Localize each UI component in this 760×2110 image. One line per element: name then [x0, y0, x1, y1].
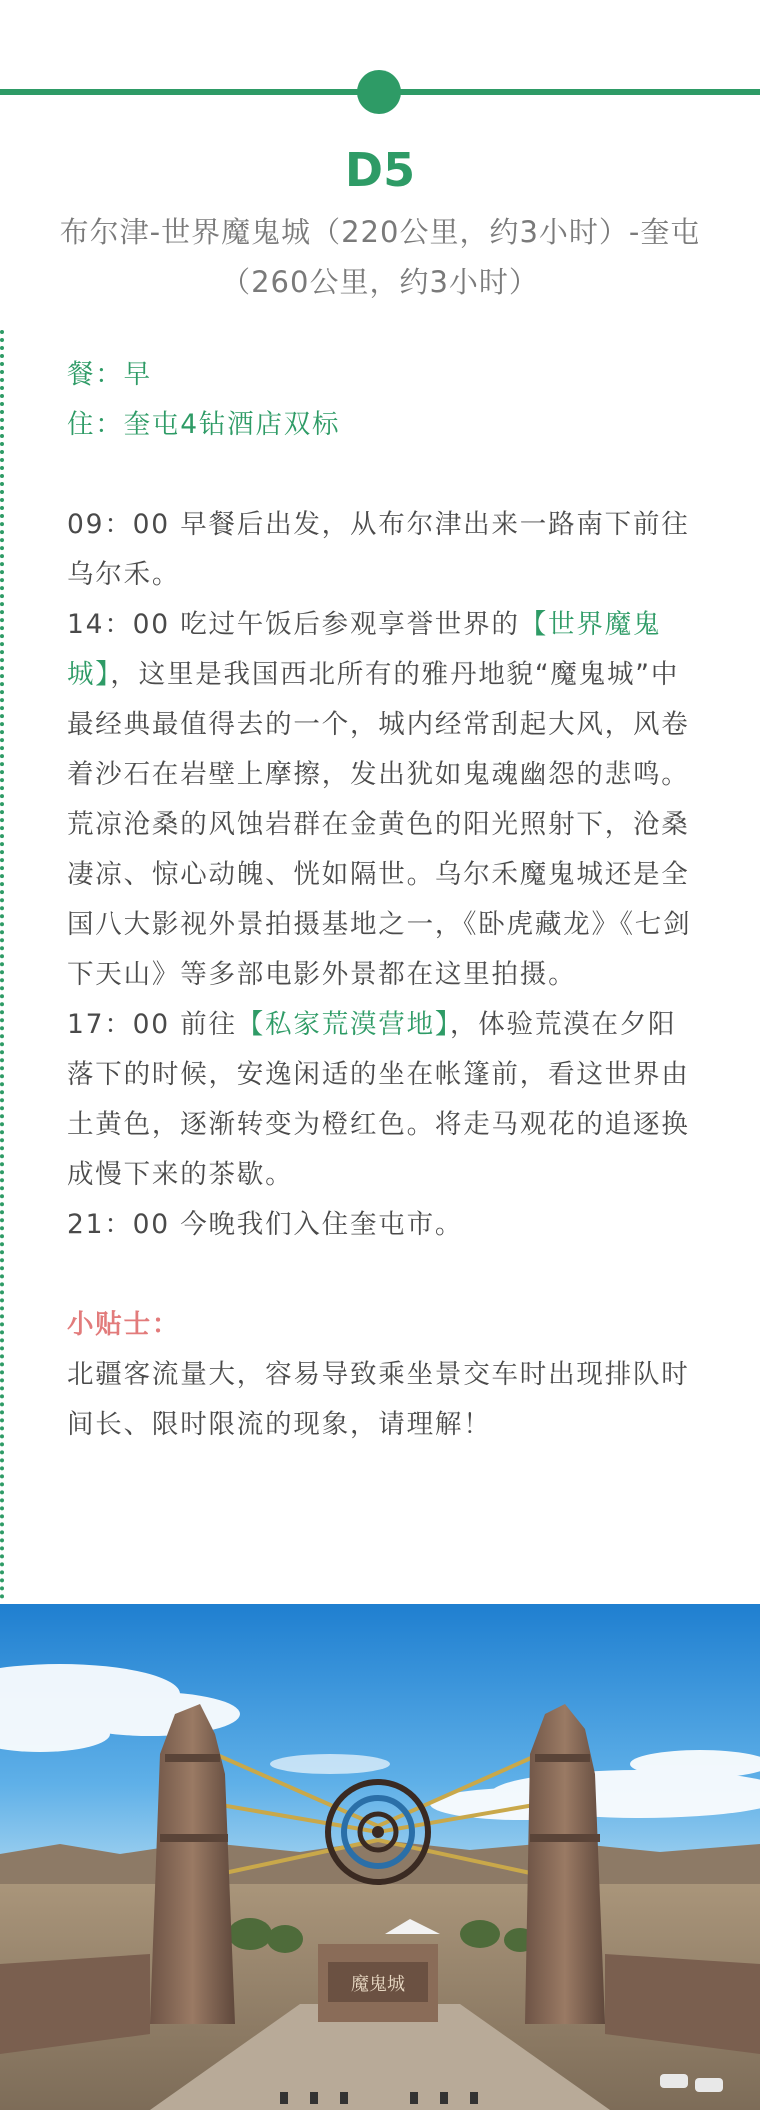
- itinerary-text: 前往: [180, 1009, 237, 1040]
- photo-gate-wheel: [328, 1782, 428, 1882]
- itinerary-time: 17：00: [67, 1009, 170, 1040]
- itinerary-time: 09：00: [67, 509, 170, 540]
- day-title: D5: [344, 143, 416, 197]
- itinerary-content: [67, 350, 697, 1450]
- meal-info: 餐：早: [67, 359, 152, 390]
- tips-title: 小贴士：: [67, 1309, 181, 1340]
- dotted-rail: [0, 330, 4, 1600]
- itinerary-item: [67, 500, 697, 600]
- itinerary-text: 今晚我们入住奎屯市。: [180, 1209, 464, 1240]
- itinerary-item: [67, 1000, 697, 1200]
- spacer: [67, 450, 697, 500]
- itinerary-item: [67, 1200, 697, 1250]
- itinerary-item: [67, 600, 697, 1000]
- header-divider-dot: [357, 70, 401, 114]
- itinerary-text: 早餐后出发，从布尔津出来一路南下前往乌尔禾。: [67, 509, 690, 590]
- route-subtitle: 布尔津-世界魔鬼城（220公里，约3小时）-奎屯（260公里，约3小时）: [59, 215, 701, 299]
- itinerary-time: 21：00: [67, 1209, 170, 1240]
- spacer: [67, 1250, 697, 1300]
- itinerary-text: 吃过午饭后参观享誉世界的: [180, 609, 520, 640]
- attraction-highlight: 【世界魔鬼城】: [67, 609, 662, 690]
- itinerary-text: ，这里是我国西北所有的雅丹地貌“魔鬼城”中最经典最值得去的一个，城内经常刮起大风，风卷着沙石在岩壁上摩擦，发出犹如鬼魂幽怨的悲鸣。荒凉沧桑的风蚀岩群在金黄色的阳光照射下，沧桑凄凉、惊心动魄、恍如隔世。乌尔禾魔鬼城还是全国八大影视外景拍摄基地之一，《卧虎藏龙》《七剑下天山》等多部电影外景都在这里拍摄。: [67, 659, 692, 990]
- itinerary-time: 14：00: [67, 609, 170, 640]
- devil-city-photo: [0, 1604, 760, 2110]
- hotel-info: 住：奎屯4钻酒店双标: [67, 409, 341, 440]
- attraction-highlight: 【私家荒漠营地】: [236, 1009, 450, 1040]
- tips-text: 北疆客流量大，容易导致乘坐景交车时出现排队时间长、限时限流的现象，请理解！: [67, 1359, 690, 1440]
- itinerary-text: ，体验荒漠在夕阳落下的时候，安逸闲适的坐在帐篷前，看这世界由土黄色，逐渐转变为橙红色。将走马观花的追逐换成慢下来的茶歇。: [67, 1009, 690, 1190]
- photo-gate-sign: 魔鬼城: [351, 1974, 405, 1995]
